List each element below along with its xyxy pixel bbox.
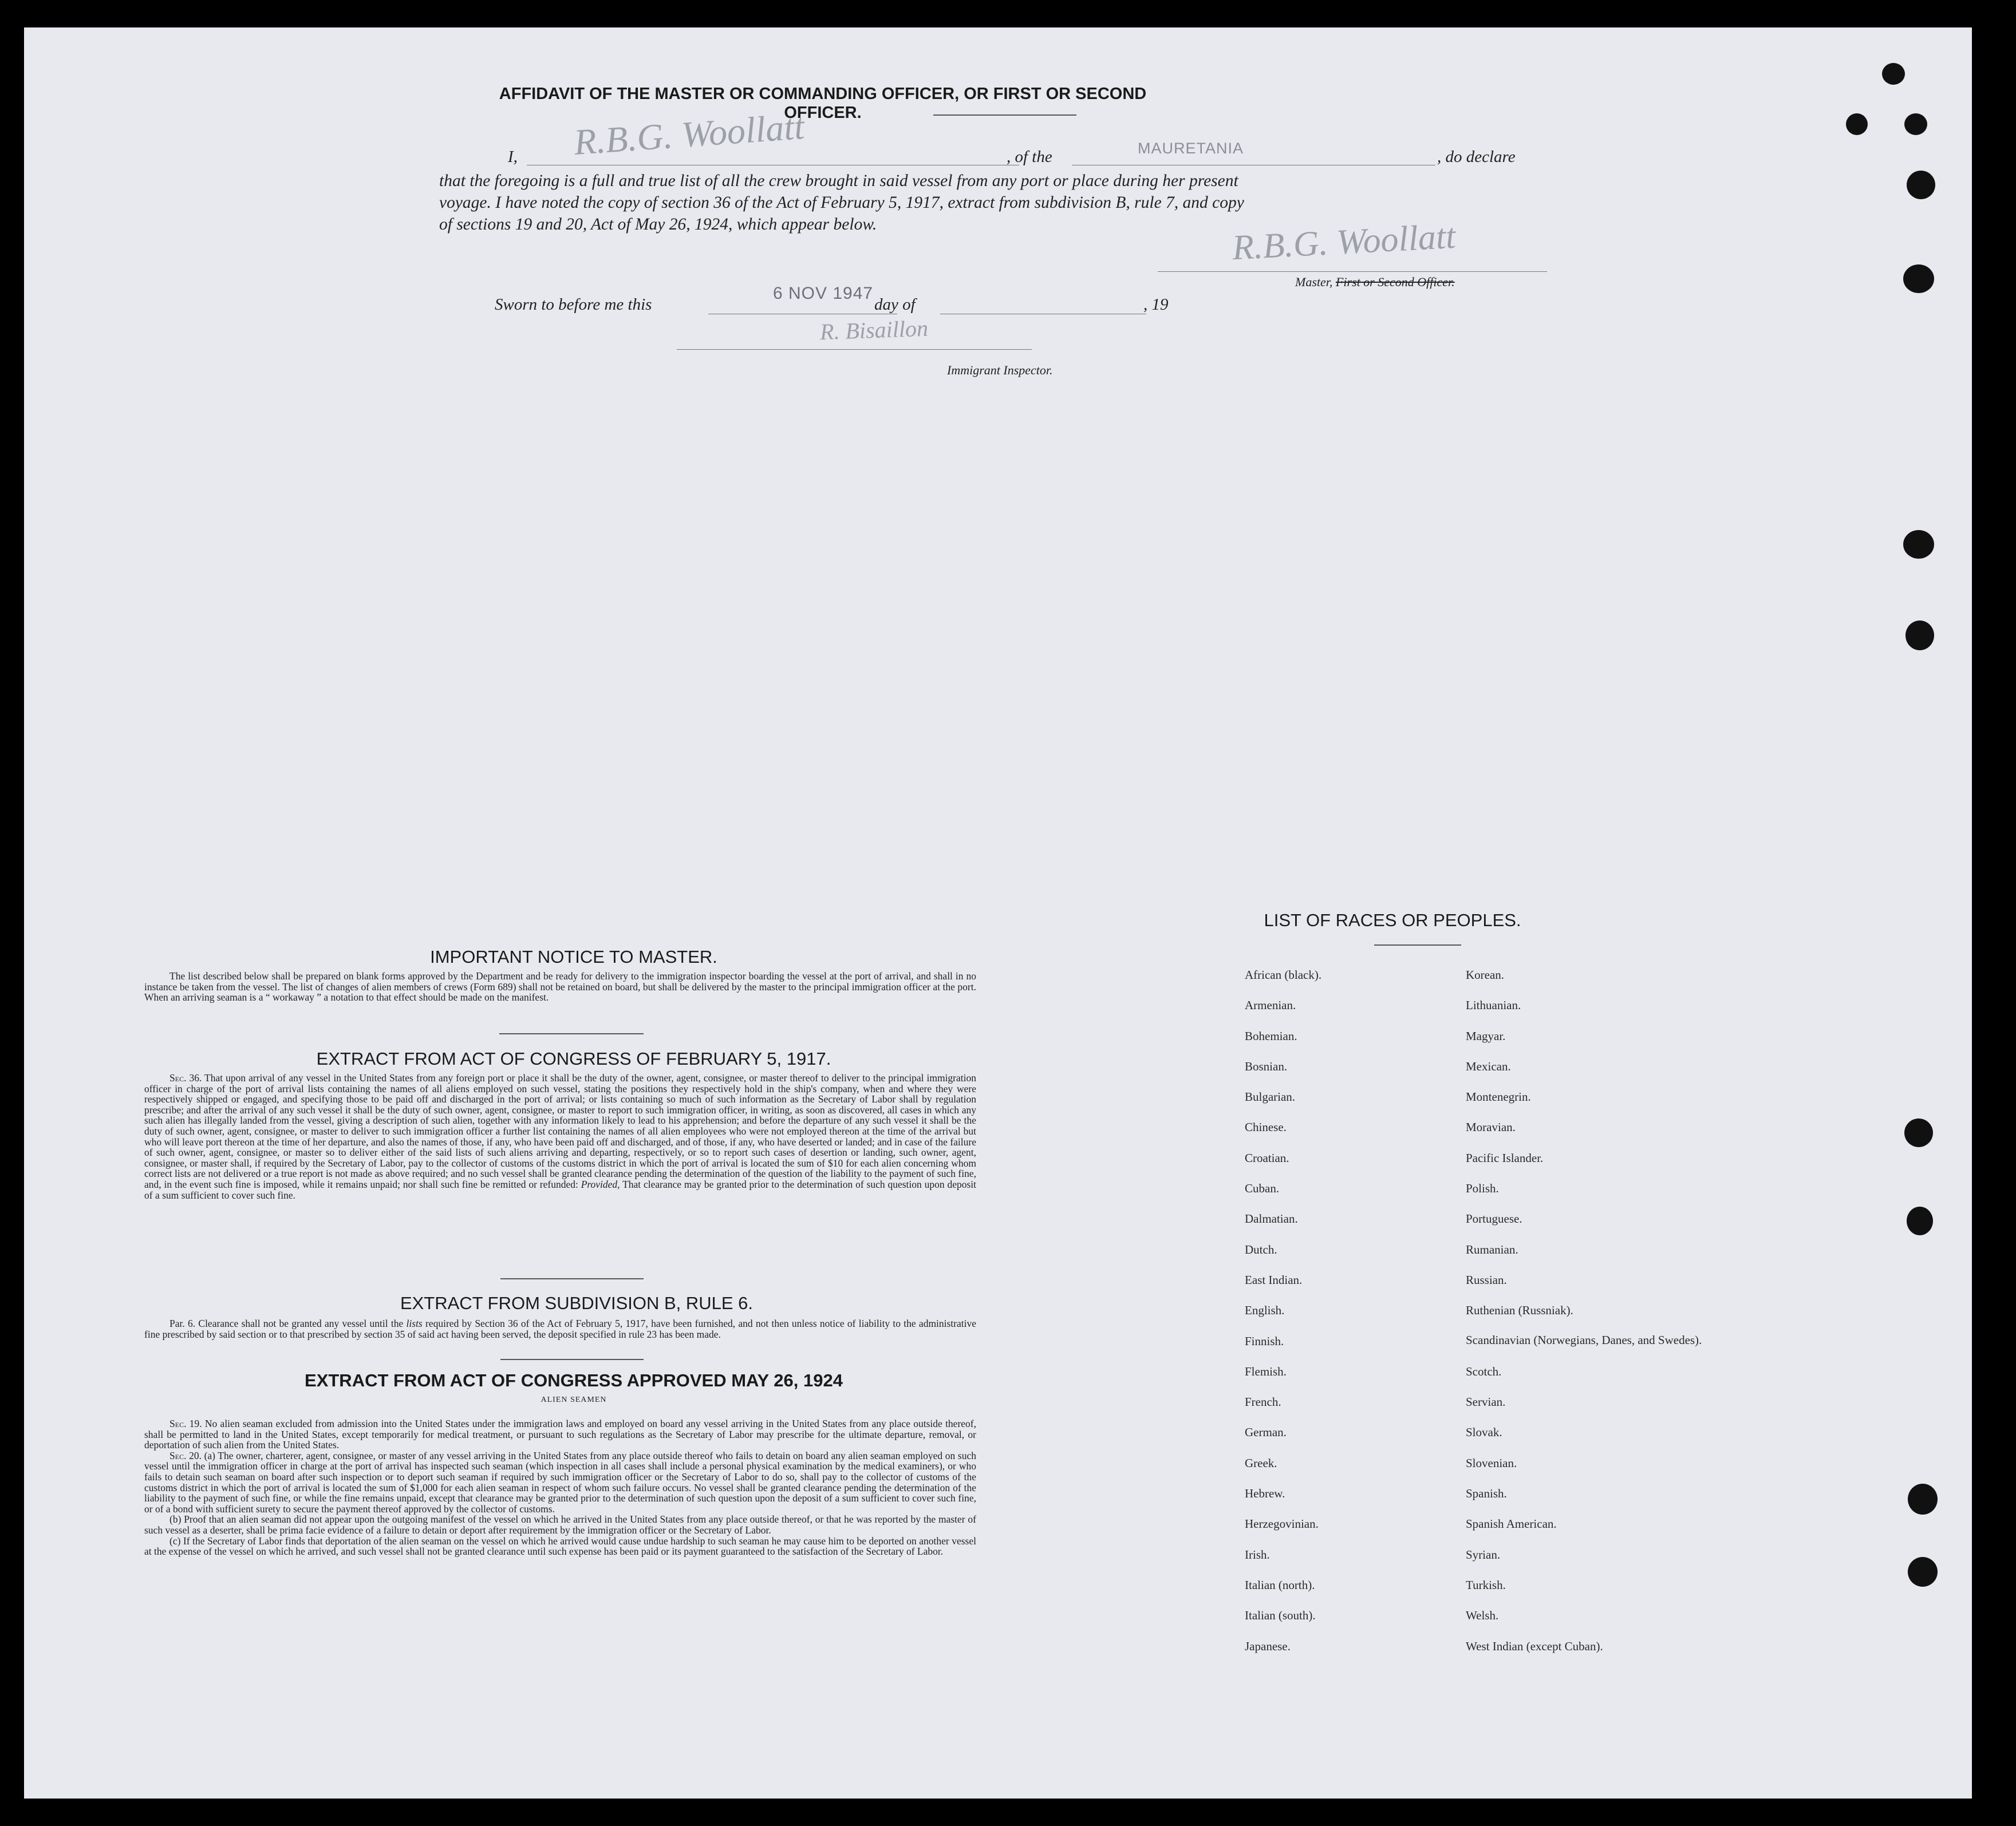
binder-hole <box>1905 620 1934 650</box>
race-item: Italian (south). <box>1245 1608 1316 1623</box>
binder-hole <box>1846 113 1868 135</box>
master-caption-struck: First or Second Officer. <box>1335 275 1455 289</box>
section-20a-text: (a) The owner, charterer, agent, consignee, or master of any vessel arriving in the United States from any place outside thereof who fails to detain on board any alien seaman employed on such vessel until the immigration officer in charge at the port of arrival has inspected such seaman (which inspection in all cases shall include a personal physical examination by the medical examiners), or who fails to detain such seaman on board after such inspection or to deport such seaman if required by such immigration officer or the Secretary of Labor to do so, shall pay to the collector of customs of the customs district in which the port of arrival is located the sum of $1,000 for each alien seaman in respect of whom such failure occurs. No vessel shall be granted clearance pending the determination of the liability to the payment of such fine, or while the fine remains unpaid, except that clearance may be granted prior to the determination of such question upon the deposit of a sum sufficient to cover such fine, or of a bond with sufficient surety to secure the payment thereof approved by the collector of customs. <box>144 1449 976 1515</box>
binder-hole <box>1907 171 1935 199</box>
master-signature: R.B.G. Woollatt <box>572 106 806 163</box>
paragraph-6-text-a: Clearance shall not be granted any vessel until the <box>198 1318 404 1329</box>
section-36-text: That upon arrival of any vessel in the United States from any foreign port or place it shall be the duty of the owner, agent, consignee, or master thereof to deliver to the principal immigration officer in charge of the port of arrival lists containing the names of all aliens employed on such vessel, stating the positions they respectively hold in the ship's company, when and where they were respectively shipped or engaged, and specifying those to be paid off and discharged in the port of arrival; or lists containing so much of such information as the Secretary of Labor shall by regulation prescribe; and after the arrival of any such vessel it shall be the duty of such owner, agent, consignee, or master to report to such immigration officer, in writing, as soon as discovered, all cases in which any such alien has illegally landed from the vessel, giving a description of such alien, together with any information likely to lead to his apprehension; and before the departure of any such vessel it shall be the duty of such owner, agent, consignee, or master to deliver to such immigration officer a further list containing the names of all alien employees who were not employed thereon at the time of the arrival but who will leave port thereon at the time of her departure, and also the names of those, if any, who have been paid off and discharged, and of those, if any, who have deserted or landed; and in case of the failure of such owner, agent, consignee, or master so to deliver either of the said lists of such aliens arriving and departing, respectively, or so to report such cases of desertion or landing, such owner, agent, consignee, or master shall, if required by the Secretary of Labor, pay to the collector of customs of the customs district in which the port of arrival is located the sum of $10 for each alien concerning whom correct lists are not delivered or a true report is not made as above required; and no such vessel shall be granted clearance pending the determination of the question of the liability to the payment of such fine, and, in the event such fine is imposed, while it remains unpaid; nor shall such fine be remitted or refunded: <box>144 1072 976 1190</box>
paragraph-6-label: Par. 6. <box>169 1318 196 1329</box>
race-item: Flemish. <box>1245 1364 1287 1378</box>
race-item: West Indian (except Cuban). <box>1466 1639 1603 1653</box>
paragraph-6-text-b: required by Section 36 of the Act of February 5, 1917, have been furnished, and not then unless notice of liability to the administrative fine prescribed by said section or to that prescribed by section 35 of said act having been served, the deposit specified in rule 23 has been made. <box>144 1318 977 1340</box>
race-item: Korean. <box>1466 968 1505 982</box>
title-divider <box>933 114 1076 116</box>
race-item: Syrian. <box>1466 1547 1501 1562</box>
affidavit-line-2: that the foregoing is a full and true list of all the crew brought in said vessel from any port or place during her present <box>439 172 1238 190</box>
races-left-column <box>1245 967 1439 1669</box>
section-19-text: No alien seaman excluded from admission into the United States under the immigration laws and employed on board any vessel arriving in the United States from any place outside thereof, shall be permitted to land in the United States, except temporarily for medical treatment, or pursuant to such regulations as the Secretary of Labor may prescribe for the ultimate departure, removal, or deportation of such alien from the United States. <box>144 1418 976 1451</box>
race-item: Welsh. <box>1466 1608 1499 1623</box>
races-divider <box>1374 944 1461 946</box>
vessel-name: MAURETANIA <box>1138 140 1244 157</box>
binder-hole <box>1904 113 1927 135</box>
notice-title: IMPORTANT NOTICE TO MASTER. <box>430 947 717 967</box>
race-item: African (black). <box>1245 968 1322 982</box>
inspector-signature: R. Bisaillon <box>819 315 929 345</box>
section-19 <box>144 1418 976 1450</box>
extract-1924-body <box>144 1418 976 1557</box>
race-item: Pacific Islander. <box>1466 1151 1544 1165</box>
race-item: Portuguese. <box>1466 1212 1522 1226</box>
officer-signature-line <box>1158 271 1547 272</box>
race-item: Irish. <box>1245 1547 1270 1562</box>
document-page <box>24 27 1972 1799</box>
race-item: Chinese. <box>1245 1120 1287 1135</box>
race-item: Cuban. <box>1245 1181 1280 1196</box>
notice-body <box>144 971 976 1003</box>
race-item: Slovak. <box>1466 1425 1502 1440</box>
affidavit-line-3: voyage. I have noted the copy of section 36 of the Act of February 5, 1917, extract from subdivision B, rule 7, and copy <box>439 193 1244 212</box>
affidavit-line-4: of sections 19 and 20, Act of May 26, 1924, which appear below. <box>439 215 877 234</box>
race-item: Dalmatian. <box>1245 1212 1298 1226</box>
race-item: Japanese. <box>1245 1639 1291 1653</box>
affidavit-title: AFFIDAVIT OF THE MASTER OR COMMANDING OFFICER, OR FIRST OR SECOND OFFICER. <box>499 85 1147 122</box>
year-prefix: , 19 <box>1143 295 1169 314</box>
binder-hole <box>1903 264 1934 293</box>
of-the-label: , of the <box>1007 148 1052 166</box>
sworn-label: Sworn to before me this <box>495 295 652 314</box>
section-20-label: Sec. 20. <box>169 1449 202 1461</box>
race-item: Mexican. <box>1466 1059 1511 1073</box>
race-item: Bulgarian. <box>1245 1090 1296 1104</box>
binder-hole <box>1904 1118 1933 1147</box>
binder-hole <box>1882 63 1905 85</box>
race-item: Ruthenian (Russniak). <box>1466 1303 1573 1318</box>
extract-1917-title: EXTRACT FROM ACT OF CONGRESS OF FEBRUARY 5, 1917. <box>316 1049 831 1069</box>
do-declare-label: , do declare <box>1437 148 1516 166</box>
binder-hole <box>1903 530 1934 559</box>
race-item: Scotch. <box>1466 1364 1502 1378</box>
race-item: Bohemian. <box>1245 1029 1297 1043</box>
race-item: Armenian. <box>1245 998 1296 1013</box>
inspector-line <box>677 349 1032 350</box>
notice-paragraph: The list described below shall be prepared on blank forms approved by the Department and be ready for delivery to the immigration inspector boarding the vessel at the port of arrival, and shall in no instance be taken from the vessel. The list of changes of alien members of crews (Form 689) shall not be retained on board, but shall be delivered by the master to the principal immigration officer at the port. When an arriving seaman is a “ workaway ” a notation to that effect should be made on the manifest. <box>144 970 976 1003</box>
proviso-label: Provided, <box>581 1178 620 1190</box>
race-item: Herzegovinian. <box>1245 1517 1319 1531</box>
lists-word: lists <box>406 1318 423 1329</box>
day-of-label: day of <box>874 295 916 314</box>
rule-6-title: EXTRACT FROM SUBDIVISION B, RULE 6. <box>400 1293 753 1313</box>
section-19-label: Sec. 19. <box>169 1418 202 1429</box>
paragraph-6 <box>144 1318 976 1339</box>
extract-1924-title: EXTRACT FROM ACT OF CONGRESS APPROVED MAY 26, 1924 <box>305 1370 843 1390</box>
extract-1917-body <box>144 1073 976 1200</box>
races-title: LIST OF RACES OR PEOPLES. <box>1264 910 1521 930</box>
binder-hole <box>1907 1207 1933 1235</box>
section-20c: (c) If the Secretary of Labor finds that deportation of the alien seaman on the vessel on which he arrived would cause undue hardship to such seaman he may cause him to be deported on another vessel at the expense of the vessel on which he arrived, and such vessel shall not be granted clearance until such expense has been paid or its payment guaranteed to the satisfaction of the Secretary of Labor. <box>144 1535 976 1558</box>
binder-hole <box>1908 1557 1938 1587</box>
race-item: Moravian. <box>1466 1120 1516 1135</box>
race-item: Polish. <box>1466 1181 1499 1196</box>
race-item: East Indian. <box>1245 1272 1303 1287</box>
rule-6-body <box>144 1318 976 1339</box>
affidavit-i-label: I, <box>508 148 518 166</box>
race-item: Rumanian. <box>1466 1242 1518 1256</box>
race-item: Montenegrin. <box>1466 1090 1531 1104</box>
section-20a <box>144 1450 976 1515</box>
race-item: Finnish. <box>1245 1334 1284 1348</box>
race-item: Scandinavian (Norwegians, Danes, and Swedes). <box>1466 1333 1702 1347</box>
race-item: Greek. <box>1245 1456 1277 1470</box>
section-36 <box>144 1073 976 1200</box>
race-item: Russian. <box>1466 1272 1507 1287</box>
alien-seamen-subtitle: ALIEN SEAMEN <box>541 1396 607 1404</box>
race-item: Magyar. <box>1466 1029 1506 1043</box>
race-item: Spanish. <box>1466 1487 1507 1501</box>
race-item: Servian. <box>1466 1395 1506 1409</box>
race-item: Dutch. <box>1245 1242 1277 1256</box>
master-caption-prefix: Master, <box>1295 275 1336 289</box>
races-right-column <box>1466 967 1729 1669</box>
sworn-date-stamp: 6 NOV 1947 <box>773 284 874 303</box>
inspector-caption: Immigrant Inspector. <box>947 363 1053 377</box>
race-item: French. <box>1245 1395 1281 1409</box>
race-item: Bosnian. <box>1245 1059 1288 1073</box>
race-item: Spanish American. <box>1466 1517 1557 1531</box>
section-20b: (b) Proof that an alien seaman did not appear upon the outgoing manifest of the vessel on which he arrived in the United States from any place outside thereof, or that he was reported by the master of such vessel as a deserter, shall be prima facie evidence of a failure to detain or deport after requirement by the immigration officer or the Secretary of Labor. <box>144 1513 976 1536</box>
race-item: Hebrew. <box>1245 1487 1285 1501</box>
binder-hole <box>1908 1484 1938 1515</box>
race-item: English. <box>1245 1303 1285 1318</box>
proviso-text: That clearance may be granted prior to the determination of such question upon deposit of a sum sufficient to cover such fine. <box>144 1178 977 1201</box>
extract-1917-divider <box>500 1278 644 1279</box>
section-36-label: Sec. 36. <box>169 1072 202 1084</box>
rule-6-divider <box>500 1359 644 1360</box>
race-item: Croatian. <box>1245 1151 1289 1165</box>
race-item: Turkish. <box>1466 1578 1506 1592</box>
race-item: Lithuanian. <box>1466 998 1521 1013</box>
master-caption <box>1295 275 1455 290</box>
race-item: German. <box>1245 1425 1287 1440</box>
race-item: Slovenian. <box>1466 1456 1517 1470</box>
notice-divider <box>499 1033 644 1034</box>
master-signature-right: R.B.G. Woollatt <box>1231 216 1457 268</box>
race-item: Italian (north). <box>1245 1578 1315 1592</box>
